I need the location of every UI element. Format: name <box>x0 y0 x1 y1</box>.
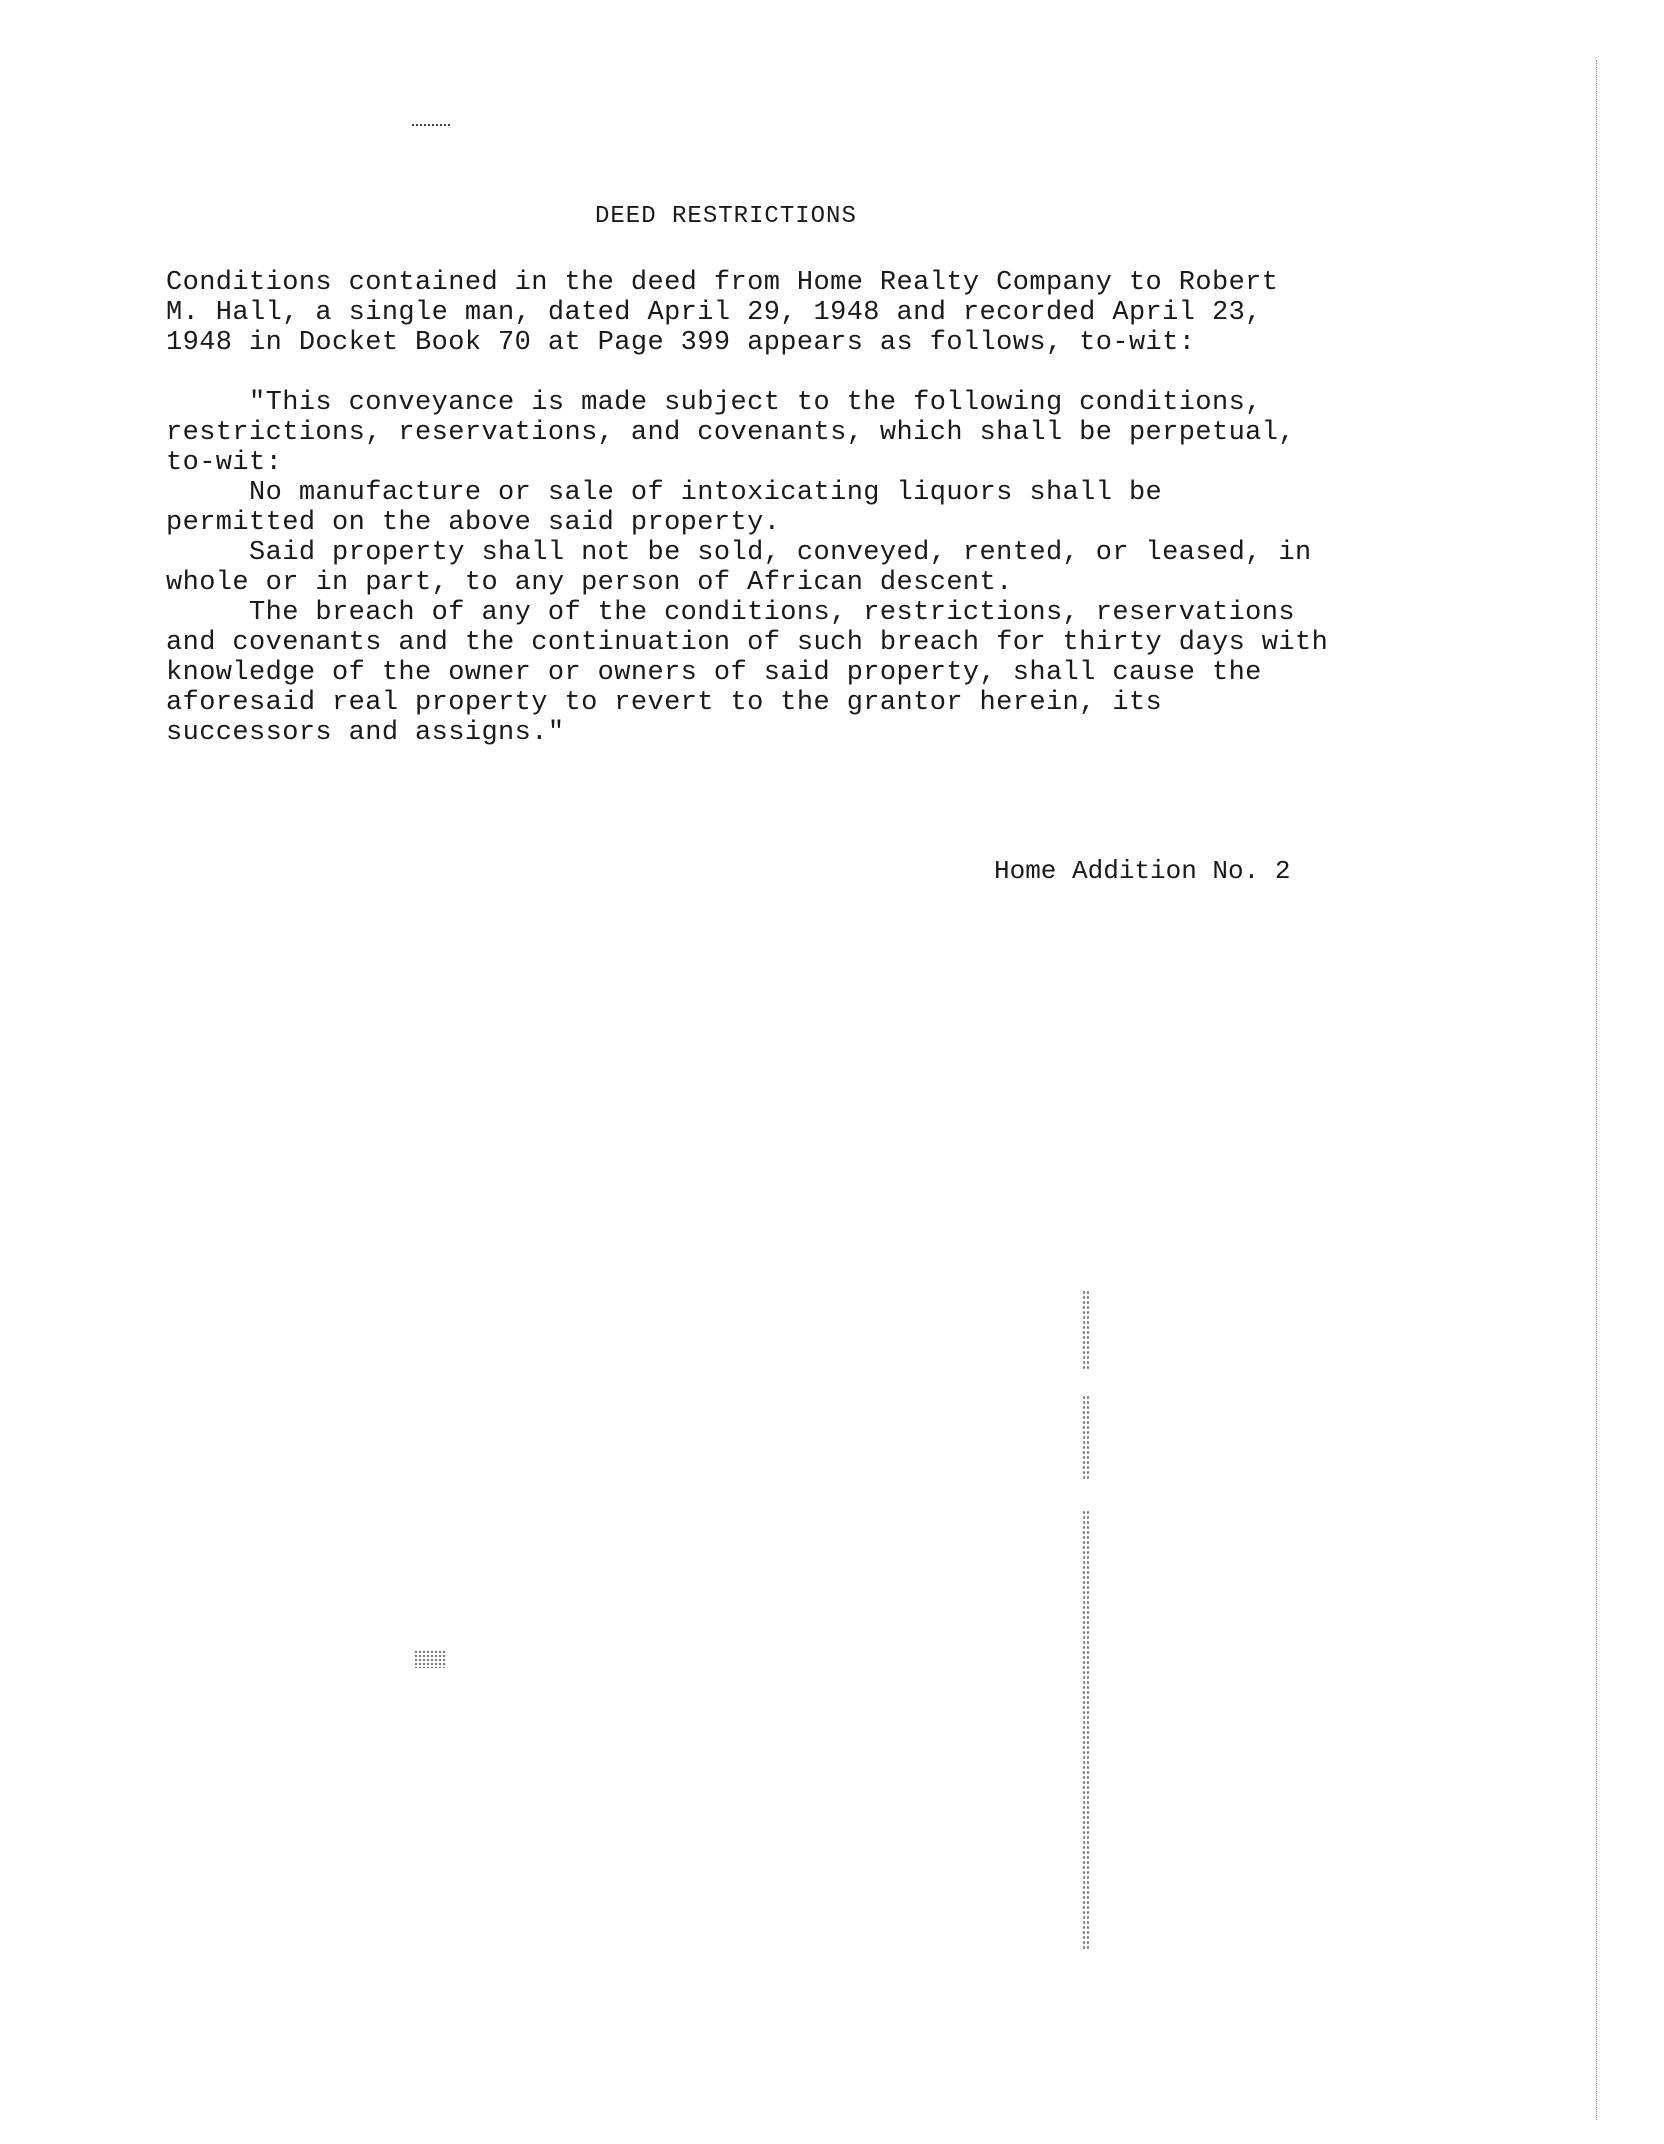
body-line: Conditions contained in the deed from Home Realty Company to Robert <box>166 268 1279 298</box>
body-line: restrictions, reservations, and covenants, which shall be perpetual, <box>166 418 1295 448</box>
body-line: No manufacture or sale of intoxicating liquors shall be <box>166 478 1163 508</box>
body-line: knowledge of the owner or owners of said property, shall cause the <box>166 658 1262 688</box>
body-line: 1948 in Docket Book 70 at Page 399 appears as follows, to-wit: <box>166 328 1196 358</box>
scan-speckle-middle <box>1082 1395 1090 1480</box>
body-line: and covenants and the continuation of such breach for thirty days with <box>166 628 1329 658</box>
body-line: Said property shall not be sold, conveyed, rented, or leased, in <box>166 538 1312 568</box>
body-line: aforesaid real property to revert to the grantor herein, its <box>166 688 1163 718</box>
scan-edge-line <box>1596 60 1598 2120</box>
body-line: to-wit: <box>166 448 283 478</box>
scan-speckle-upper <box>1082 1290 1090 1370</box>
body-line: "This conveyance is made subject to the following conditions, <box>166 388 1262 418</box>
body-line: The breach of any of the conditions, restrictions, reservations <box>166 598 1295 628</box>
body-line: M. Hall, a single man, dated April 29, 1948 and recorded April 23, <box>166 298 1262 328</box>
footer-label: Home Addition No. 2 <box>994 856 1291 886</box>
scan-speckle-lower <box>1082 1510 1090 1950</box>
body-line: permitted on the above said property. <box>166 508 781 538</box>
body-line: successors and assigns." <box>166 718 565 748</box>
page-title: DEED RESTRICTIONS <box>595 203 857 230</box>
scan-dots-top <box>412 124 450 126</box>
body-line: whole or in part, to any person of African descent. <box>166 568 1013 598</box>
scan-speck <box>414 1650 446 1668</box>
